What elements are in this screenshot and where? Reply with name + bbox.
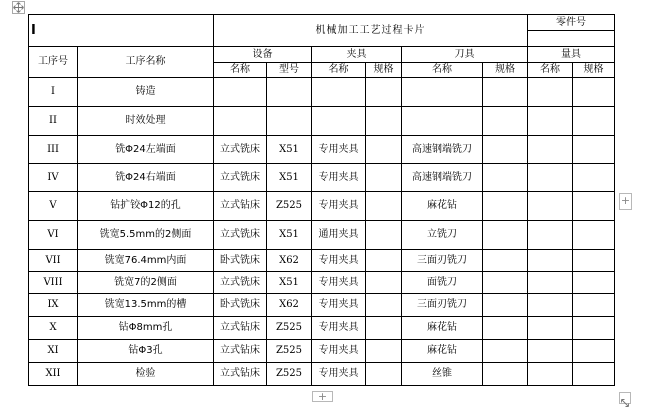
header-op-name[interactable]: 工序名称 [78, 47, 214, 78]
table-row [29, 250, 615, 272]
gauge-spec-cell[interactable] [573, 107, 615, 136]
fixture-spec-cell[interactable] [366, 221, 402, 250]
gauge-name-cell[interactable] [528, 272, 573, 294]
header-fixture[interactable]: 夹具 [312, 47, 402, 63]
op-no-cell[interactable]: VIII [29, 272, 78, 294]
cutter-name-cell[interactable] [402, 107, 483, 136]
equipment-model-cell[interactable]: X51 [267, 136, 312, 164]
op-name-cell[interactable]: 检验 [78, 363, 214, 386]
table-row [29, 78, 615, 107]
op-name-cell[interactable]: 钻扩铰Φ12的孔 [78, 192, 214, 221]
op-name-cell[interactable]: 铣宽13.5mm的槽 [78, 294, 214, 317]
cutter-name-cell[interactable]: 高速钢端铣刀 [402, 136, 483, 164]
cutter-name-cell[interactable]: 三面刃铣刀 [402, 250, 483, 272]
header-equipment-model[interactable]: 型号 [267, 63, 312, 78]
table-row [29, 363, 615, 386]
table-resize-handle[interactable] [619, 392, 631, 404]
table-row [29, 221, 615, 250]
fixture-name-cell[interactable]: 专用夹具 [312, 317, 366, 340]
op-no-cell[interactable]: VI [29, 221, 78, 250]
equipment-model-cell[interactable]: Z525 [267, 363, 312, 386]
fixture-spec-cell[interactable] [366, 317, 402, 340]
gauge-name-cell[interactable] [528, 250, 573, 272]
gauge-spec-cell[interactable] [573, 250, 615, 272]
part-no-label[interactable]: 零件号 [528, 15, 615, 31]
op-no-cell[interactable]: IV [29, 164, 78, 192]
fixture-spec-cell[interactable] [366, 107, 402, 136]
move-arrows-icon [13, 2, 24, 13]
cutter-spec-cell[interactable] [483, 164, 528, 192]
equipment-name-cell[interactable]: 立式铣床 [214, 221, 267, 250]
equipment-model-cell[interactable] [267, 78, 312, 107]
cutter-name-cell[interactable]: 高速钢端铣刀 [402, 164, 483, 192]
header-fixture-name[interactable]: 名称 [312, 63, 366, 78]
equipment-name-cell[interactable]: 卧式铣床 [214, 294, 267, 317]
gauge-spec-cell[interactable] [573, 136, 615, 164]
op-no-cell[interactable]: XII [29, 363, 78, 386]
fixture-name-cell[interactable] [312, 78, 366, 107]
cutter-name-cell[interactable]: 面铣刀 [402, 272, 483, 294]
table-row [29, 317, 615, 340]
equipment-name-cell[interactable]: 立式钻床 [214, 192, 267, 221]
fixture-name-cell[interactable]: 专用夹具 [312, 164, 366, 192]
gauge-name-cell[interactable] [528, 164, 573, 192]
process-card-table [28, 14, 615, 386]
fixture-name-cell[interactable]: 专用夹具 [312, 192, 366, 221]
gauge-name-cell[interactable] [528, 192, 573, 221]
equipment-name-cell[interactable]: 立式钻床 [214, 317, 267, 340]
op-name-cell[interactable]: 铣宽5.5mm的2侧面 [78, 221, 214, 250]
table-row [29, 107, 615, 136]
equipment-name-cell[interactable]: 立式铣床 [214, 164, 267, 192]
cutter-spec-cell[interactable] [483, 363, 528, 386]
plus-icon: + [317, 390, 328, 403]
fixture-name-cell[interactable]: 专用夹具 [312, 363, 366, 386]
equipment-name-cell[interactable] [214, 78, 267, 107]
op-no-cell[interactable]: XI [29, 340, 78, 363]
equipment-model-cell[interactable]: Z525 [267, 317, 312, 340]
cutter-spec-cell[interactable] [483, 340, 528, 363]
equipment-model-cell[interactable]: X51 [267, 272, 312, 294]
fixture-spec-cell[interactable] [366, 250, 402, 272]
fixture-spec-cell[interactable] [366, 340, 402, 363]
table-row [29, 272, 615, 294]
equipment-model-cell[interactable]: X51 [267, 164, 312, 192]
gauge-spec-cell[interactable] [573, 192, 615, 221]
equipment-name-cell[interactable]: 立式铣床 [214, 272, 267, 294]
cutter-spec-cell[interactable] [483, 294, 528, 317]
header-gauge-name[interactable]: 名称 [528, 63, 573, 78]
header-cutter-name[interactable]: 名称 [402, 63, 483, 78]
header-gauge-spec[interactable]: 规格 [573, 63, 615, 78]
gauge-name-cell[interactable] [528, 78, 573, 107]
cutter-name-cell[interactable]: 立铣刀 [402, 221, 483, 250]
cutter-spec-cell[interactable] [483, 272, 528, 294]
op-name-cell[interactable]: 铣Φ24左端面 [78, 136, 214, 164]
gauge-spec-cell[interactable] [573, 363, 615, 386]
corner-mark-cell[interactable]: I [29, 15, 214, 47]
equipment-name-cell[interactable]: 立式钻床 [214, 340, 267, 363]
equipment-model-cell[interactable]: X62 [267, 294, 312, 317]
add-row-button[interactable] [312, 391, 333, 402]
cutter-spec-cell[interactable] [483, 107, 528, 136]
gauge-spec-cell[interactable] [573, 78, 615, 107]
header-equipment[interactable]: 设备 [214, 47, 312, 63]
op-no-cell[interactable]: V [29, 192, 78, 221]
fixture-name-cell[interactable]: 专用夹具 [312, 136, 366, 164]
gauge-spec-cell[interactable] [573, 272, 615, 294]
fixture-spec-cell[interactable] [366, 192, 402, 221]
fixture-name-cell[interactable] [312, 107, 366, 136]
part-no-value[interactable] [528, 31, 615, 47]
header-equipment-name[interactable]: 名称 [214, 63, 267, 78]
op-no-cell[interactable]: VII [29, 250, 78, 272]
fixture-name-cell[interactable]: 通用夹具 [312, 221, 366, 250]
table-row [29, 192, 615, 221]
op-no-cell[interactable]: IX [29, 294, 78, 317]
gauge-name-cell[interactable] [528, 317, 573, 340]
cutter-name-cell[interactable]: 麻花钻 [402, 192, 483, 221]
fixture-spec-cell[interactable] [366, 272, 402, 294]
equipment-model-cell[interactable] [267, 107, 312, 136]
equipment-name-cell[interactable] [214, 107, 267, 136]
table-row [29, 164, 615, 192]
gauge-spec-cell[interactable] [573, 340, 615, 363]
header-op-no[interactable]: 工序号 [29, 47, 78, 78]
add-column-button[interactable] [619, 193, 632, 210]
op-name-cell[interactable]: 铣宽76.4mm内面 [78, 250, 214, 272]
fixture-name-cell[interactable]: 专用夹具 [312, 340, 366, 363]
gauge-name-cell[interactable] [528, 363, 573, 386]
header-cutter[interactable]: 刀具 [402, 47, 528, 63]
cutter-spec-cell[interactable] [483, 136, 528, 164]
header-fixture-spec[interactable]: 规格 [366, 63, 402, 78]
table-row [29, 340, 615, 363]
equipment-name-cell[interactable]: 立式钻床 [214, 363, 267, 386]
table-row [29, 294, 615, 317]
gauge-spec-cell[interactable] [573, 317, 615, 340]
table-move-handle[interactable] [12, 1, 25, 14]
cutter-name-cell[interactable]: 三面刃铣刀 [402, 294, 483, 317]
cutter-name-cell[interactable]: 麻花钻 [402, 340, 483, 363]
gauge-name-cell[interactable] [528, 294, 573, 317]
gauge-name-cell[interactable] [528, 107, 573, 136]
fixture-spec-cell[interactable] [366, 78, 402, 107]
fixture-name-cell[interactable]: 专用夹具 [312, 294, 366, 317]
fixture-name-cell[interactable]: 专用夹具 [312, 250, 366, 272]
fixture-spec-cell[interactable] [366, 164, 402, 192]
op-no-cell[interactable]: III [29, 136, 78, 164]
cutter-name-cell[interactable]: 麻花钻 [402, 317, 483, 340]
cutter-spec-cell[interactable] [483, 250, 528, 272]
fixture-spec-cell[interactable] [366, 136, 402, 164]
equipment-model-cell[interactable]: X51 [267, 221, 312, 250]
gauge-spec-cell[interactable] [573, 221, 615, 250]
fixture-spec-cell[interactable] [366, 363, 402, 386]
equipment-name-cell[interactable]: 立式铣床 [214, 136, 267, 164]
fixture-spec-cell[interactable] [366, 294, 402, 317]
gauge-spec-cell[interactable] [573, 164, 615, 192]
cutter-spec-cell[interactable] [483, 317, 528, 340]
gauge-name-cell[interactable] [528, 221, 573, 250]
cutter-name-cell[interactable]: 丝锥 [402, 363, 483, 386]
card-title[interactable]: 机械加工工艺过程卡片 [214, 15, 528, 47]
op-name-cell[interactable]: 铸造 [78, 78, 214, 107]
op-name-cell[interactable]: 钻Φ8mm孔 [78, 317, 214, 340]
header-cutter-spec[interactable]: 规格 [483, 63, 528, 78]
plus-icon: + [620, 194, 631, 207]
equipment-model-cell[interactable]: Z525 [267, 192, 312, 221]
equipment-model-cell[interactable]: Z525 [267, 340, 312, 363]
cutter-spec-cell[interactable] [483, 221, 528, 250]
equipment-model-cell[interactable]: X62 [267, 250, 312, 272]
op-name-cell[interactable]: 铣Φ24右端面 [78, 164, 214, 192]
table-row [29, 136, 615, 164]
cutter-spec-cell[interactable] [483, 192, 528, 221]
op-name-cell[interactable]: 钻Φ3孔 [78, 340, 214, 363]
resize-diagonal-icon [620, 398, 630, 408]
equipment-name-cell[interactable]: 卧式铣床 [214, 250, 267, 272]
op-no-cell[interactable]: II [29, 107, 78, 136]
op-no-cell[interactable]: I [29, 78, 78, 107]
gauge-name-cell[interactable] [528, 136, 573, 164]
cutter-spec-cell[interactable] [483, 78, 528, 107]
cutter-name-cell[interactable] [402, 78, 483, 107]
op-name-cell[interactable]: 时效处理 [78, 107, 214, 136]
fixture-name-cell[interactable]: 专用夹具 [312, 272, 366, 294]
op-name-cell[interactable]: 铣宽7的2侧面 [78, 272, 214, 294]
gauge-name-cell[interactable] [528, 340, 573, 363]
header-gauge[interactable]: 量具 [528, 47, 615, 63]
op-no-cell[interactable]: X [29, 317, 78, 340]
gauge-spec-cell[interactable] [573, 294, 615, 317]
